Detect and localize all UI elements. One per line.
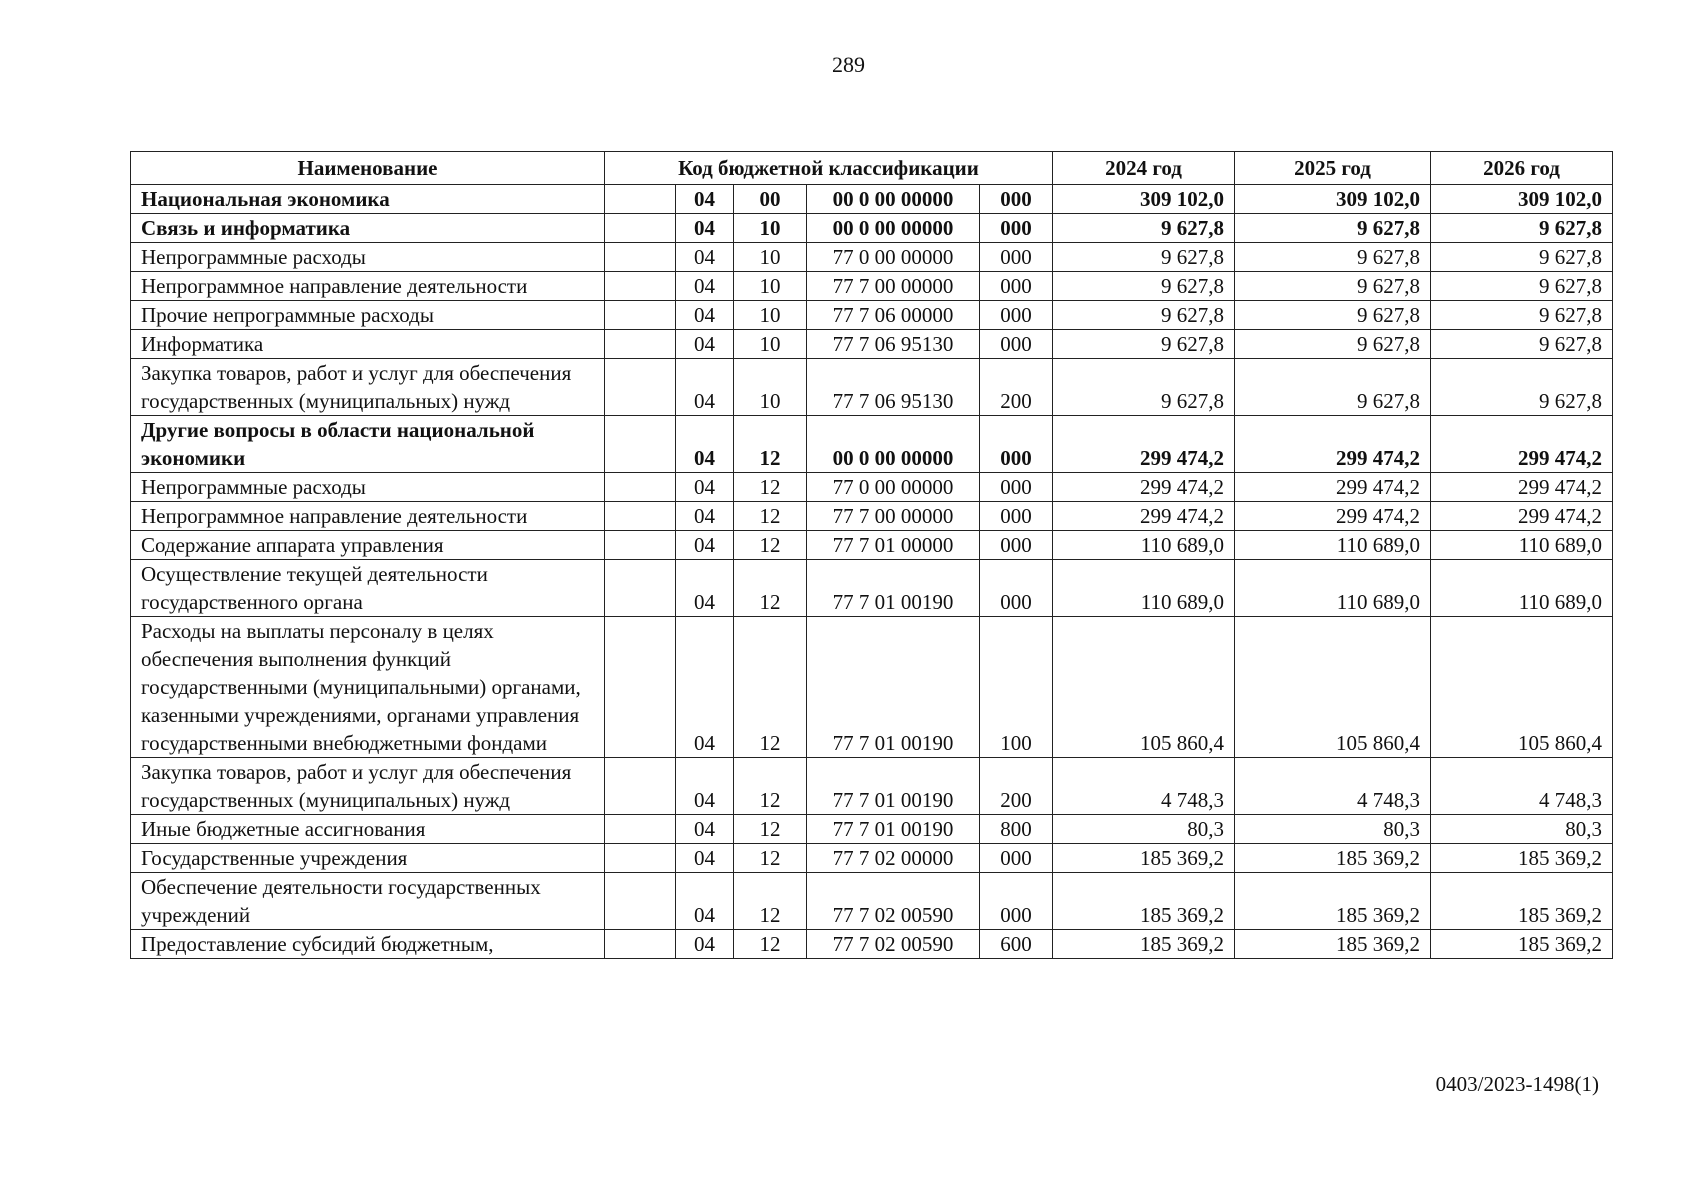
cell-amount-2026: 299 474,2 — [1431, 473, 1613, 502]
cell-target-article-code: 77 7 00 00000 — [807, 272, 980, 301]
table-row — [131, 416, 1613, 473]
cell-name: Непрограммное направление деятельности — [131, 272, 605, 301]
table-row — [131, 531, 1613, 560]
cell-amount-2026: 299 474,2 — [1431, 502, 1613, 531]
cell-amount-2026: 185 369,2 — [1431, 873, 1613, 930]
cell-subsection-code: 10 — [734, 272, 807, 301]
cell-amount-2025: 309 102,0 — [1235, 185, 1431, 214]
cell-amount-2026: 110 689,0 — [1431, 531, 1613, 560]
cell-name: Непрограммное направление деятельности — [131, 502, 605, 531]
cell-amount-2024: 4 748,3 — [1053, 758, 1235, 815]
table-row — [131, 502, 1613, 531]
cell-section-code: 04 — [676, 359, 734, 416]
cell-subsection-code: 12 — [734, 560, 807, 617]
cell-subsection-code: 12 — [734, 617, 807, 758]
cell-target-article-code: 77 7 06 00000 — [807, 301, 980, 330]
header-2026: 2026 год — [1431, 152, 1613, 185]
cell-name: Непрограммные расходы — [131, 243, 605, 272]
cell-target-article-code: 77 7 01 00000 — [807, 531, 980, 560]
cell-name: Иные бюджетные ассигнования — [131, 815, 605, 844]
table-row — [131, 930, 1613, 959]
cell-amount-2024: 80,3 — [1053, 815, 1235, 844]
cell-expense-type-code: 000 — [980, 531, 1053, 560]
cell-expense-type-code: 000 — [980, 502, 1053, 531]
cell-section-code: 04 — [676, 473, 734, 502]
cell-amount-2024: 185 369,2 — [1053, 930, 1235, 959]
table-body — [131, 185, 1613, 959]
header-name: Наименование — [131, 152, 605, 185]
cell-amount-2024: 299 474,2 — [1053, 502, 1235, 531]
cell-target-article-code: 77 7 06 95130 — [807, 359, 980, 416]
cell-amount-2026: 110 689,0 — [1431, 560, 1613, 617]
cell-name: Информатика — [131, 330, 605, 359]
cell-subsection-code: 12 — [734, 473, 807, 502]
cell-section-code: 04 — [676, 930, 734, 959]
cell-name: Расходы на выплаты персоналу в целях обеспечения выполнения функций государственными (муниципальными) органами, казенными учреждениями, органами управления государственными внебюджетными фондами — [131, 617, 605, 758]
cell-blank — [605, 844, 676, 873]
cell-section-code: 04 — [676, 185, 734, 214]
cell-amount-2025: 299 474,2 — [1235, 502, 1431, 531]
cell-target-article-code: 77 7 01 00190 — [807, 560, 980, 617]
cell-expense-type-code: 000 — [980, 301, 1053, 330]
cell-expense-type-code: 000 — [980, 844, 1053, 873]
cell-amount-2024: 9 627,8 — [1053, 243, 1235, 272]
cell-subsection-code: 10 — [734, 359, 807, 416]
cell-section-code: 04 — [676, 301, 734, 330]
cell-target-article-code: 77 7 02 00000 — [807, 844, 980, 873]
table-row — [131, 359, 1613, 416]
table-row — [131, 214, 1613, 243]
cell-target-article-code: 77 7 02 00590 — [807, 930, 980, 959]
cell-subsection-code: 12 — [734, 815, 807, 844]
cell-amount-2024: 9 627,8 — [1053, 330, 1235, 359]
cell-amount-2026: 4 748,3 — [1431, 758, 1613, 815]
cell-target-article-code: 77 7 06 95130 — [807, 330, 980, 359]
cell-blank — [605, 359, 676, 416]
cell-amount-2026: 9 627,8 — [1431, 330, 1613, 359]
table-row — [131, 758, 1613, 815]
cell-amount-2024: 299 474,2 — [1053, 416, 1235, 473]
cell-name: Связь и информатика — [131, 214, 605, 243]
cell-target-article-code: 77 7 00 00000 — [807, 502, 980, 531]
cell-amount-2024: 299 474,2 — [1053, 473, 1235, 502]
table-row — [131, 560, 1613, 617]
cell-expense-type-code: 000 — [980, 214, 1053, 243]
header-2025: 2025 год — [1235, 152, 1431, 185]
cell-amount-2025: 9 627,8 — [1235, 214, 1431, 243]
cell-target-article-code: 77 0 00 00000 — [807, 243, 980, 272]
table-row — [131, 301, 1613, 330]
cell-expense-type-code: 200 — [980, 758, 1053, 815]
cell-blank — [605, 185, 676, 214]
cell-expense-type-code: 000 — [980, 473, 1053, 502]
cell-expense-type-code: 000 — [980, 272, 1053, 301]
cell-blank — [605, 272, 676, 301]
cell-blank — [605, 531, 676, 560]
cell-amount-2026: 9 627,8 — [1431, 301, 1613, 330]
cell-blank — [605, 330, 676, 359]
cell-target-article-code: 77 0 00 00000 — [807, 473, 980, 502]
cell-amount-2026: 9 627,8 — [1431, 272, 1613, 301]
cell-expense-type-code: 600 — [980, 930, 1053, 959]
cell-section-code: 04 — [676, 502, 734, 531]
cell-amount-2026: 299 474,2 — [1431, 416, 1613, 473]
cell-name: Закупка товаров, работ и услуг для обеспечения государственных (муниципальных) нужд — [131, 359, 605, 416]
cell-expense-type-code: 000 — [980, 416, 1053, 473]
cell-amount-2025: 9 627,8 — [1235, 272, 1431, 301]
cell-target-article-code: 77 7 01 00190 — [807, 815, 980, 844]
cell-amount-2026: 80,3 — [1431, 815, 1613, 844]
cell-amount-2025: 80,3 — [1235, 815, 1431, 844]
cell-amount-2024: 185 369,2 — [1053, 844, 1235, 873]
cell-subsection-code: 12 — [734, 502, 807, 531]
cell-amount-2026: 185 369,2 — [1431, 844, 1613, 873]
cell-section-code: 04 — [676, 214, 734, 243]
cell-blank — [605, 214, 676, 243]
cell-expense-type-code: 800 — [980, 815, 1053, 844]
cell-amount-2024: 9 627,8 — [1053, 359, 1235, 416]
cell-amount-2025: 185 369,2 — [1235, 873, 1431, 930]
cell-amount-2025: 185 369,2 — [1235, 844, 1431, 873]
cell-target-article-code: 77 7 01 00190 — [807, 758, 980, 815]
cell-blank — [605, 758, 676, 815]
table-row — [131, 815, 1613, 844]
cell-section-code: 04 — [676, 416, 734, 473]
table-row — [131, 243, 1613, 272]
cell-subsection-code: 10 — [734, 214, 807, 243]
cell-amount-2025: 299 474,2 — [1235, 416, 1431, 473]
cell-amount-2024: 9 627,8 — [1053, 301, 1235, 330]
cell-blank — [605, 815, 676, 844]
cell-name: Содержание аппарата управления — [131, 531, 605, 560]
cell-amount-2024: 185 369,2 — [1053, 873, 1235, 930]
cell-subsection-code: 10 — [734, 301, 807, 330]
cell-amount-2025: 299 474,2 — [1235, 473, 1431, 502]
cell-section-code: 04 — [676, 844, 734, 873]
cell-target-article-code: 00 0 00 00000 — [807, 185, 980, 214]
cell-amount-2025: 9 627,8 — [1235, 301, 1431, 330]
cell-amount-2025: 9 627,8 — [1235, 359, 1431, 416]
cell-section-code: 04 — [676, 531, 734, 560]
cell-blank — [605, 617, 676, 758]
cell-subsection-code: 12 — [734, 930, 807, 959]
cell-blank — [605, 930, 676, 959]
cell-amount-2025: 110 689,0 — [1235, 560, 1431, 617]
cell-subsection-code: 00 — [734, 185, 807, 214]
cell-name: Обеспечение деятельности государственных учреждений — [131, 873, 605, 930]
table-row — [131, 185, 1613, 214]
cell-subsection-code: 12 — [734, 758, 807, 815]
cell-amount-2026: 9 627,8 — [1431, 243, 1613, 272]
cell-target-article-code: 77 7 01 00190 — [807, 617, 980, 758]
cell-amount-2024: 309 102,0 — [1053, 185, 1235, 214]
cell-target-article-code: 77 7 02 00590 — [807, 873, 980, 930]
header-2024: 2024 год — [1053, 152, 1235, 185]
cell-subsection-code: 12 — [734, 531, 807, 560]
cell-amount-2024: 110 689,0 — [1053, 560, 1235, 617]
cell-blank — [605, 301, 676, 330]
cell-section-code: 04 — [676, 272, 734, 301]
budget-table — [130, 151, 1613, 959]
cell-expense-type-code: 000 — [980, 560, 1053, 617]
cell-name: Закупка товаров, работ и услуг для обеспечения государственных (муниципальных) нужд — [131, 758, 605, 815]
cell-expense-type-code: 000 — [980, 243, 1053, 272]
cell-amount-2024: 9 627,8 — [1053, 272, 1235, 301]
cell-amount-2025: 9 627,8 — [1235, 243, 1431, 272]
cell-expense-type-code: 000 — [980, 873, 1053, 930]
cell-section-code: 04 — [676, 243, 734, 272]
table-row — [131, 844, 1613, 873]
cell-amount-2025: 185 369,2 — [1235, 930, 1431, 959]
table-row — [131, 617, 1613, 758]
table-header-row — [131, 152, 1613, 185]
cell-expense-type-code: 000 — [980, 185, 1053, 214]
cell-blank — [605, 473, 676, 502]
cell-amount-2025: 105 860,4 — [1235, 617, 1431, 758]
cell-section-code: 04 — [676, 758, 734, 815]
cell-section-code: 04 — [676, 560, 734, 617]
cell-blank — [605, 502, 676, 531]
cell-amount-2024: 110 689,0 — [1053, 531, 1235, 560]
cell-amount-2026: 105 860,4 — [1431, 617, 1613, 758]
cell-blank — [605, 560, 676, 617]
cell-subsection-code: 12 — [734, 844, 807, 873]
page-number: 289 — [832, 52, 865, 77]
cell-blank — [605, 416, 676, 473]
table-row — [131, 330, 1613, 359]
cell-amount-2026: 185 369,2 — [1431, 930, 1613, 959]
cell-section-code: 04 — [676, 873, 734, 930]
document-code: 0403/2023-1498(1) — [1435, 1072, 1599, 1096]
cell-name: Национальная экономика — [131, 185, 605, 214]
cell-expense-type-code: 100 — [980, 617, 1053, 758]
cell-amount-2024: 105 860,4 — [1053, 617, 1235, 758]
cell-name: Осуществление текущей деятельности государственного органа — [131, 560, 605, 617]
cell-subsection-code: 10 — [734, 330, 807, 359]
cell-target-article-code: 00 0 00 00000 — [807, 214, 980, 243]
cell-amount-2025: 4 748,3 — [1235, 758, 1431, 815]
cell-blank — [605, 243, 676, 272]
cell-section-code: 04 — [676, 617, 734, 758]
cell-subsection-code: 12 — [734, 416, 807, 473]
cell-name: Прочие непрограммные расходы — [131, 301, 605, 330]
cell-amount-2026: 9 627,8 — [1431, 359, 1613, 416]
cell-section-code: 04 — [676, 330, 734, 359]
cell-name: Непрограммные расходы — [131, 473, 605, 502]
cell-name: Государственные учреждения — [131, 844, 605, 873]
cell-subsection-code: 10 — [734, 243, 807, 272]
header-code: Код бюджетной классификации — [605, 152, 1053, 185]
cell-amount-2024: 9 627,8 — [1053, 214, 1235, 243]
cell-subsection-code: 12 — [734, 873, 807, 930]
cell-target-article-code: 00 0 00 00000 — [807, 416, 980, 473]
table-row — [131, 473, 1613, 502]
table-row — [131, 873, 1613, 930]
table-row — [131, 272, 1613, 301]
cell-blank — [605, 873, 676, 930]
cell-amount-2025: 110 689,0 — [1235, 531, 1431, 560]
cell-section-code: 04 — [676, 815, 734, 844]
cell-amount-2026: 9 627,8 — [1431, 214, 1613, 243]
cell-expense-type-code: 200 — [980, 359, 1053, 416]
cell-amount-2025: 9 627,8 — [1235, 330, 1431, 359]
cell-amount-2026: 309 102,0 — [1431, 185, 1613, 214]
cell-name: Другие вопросы в области национальной экономики — [131, 416, 605, 473]
cell-name: Предоставление субсидий бюджетным, — [131, 930, 605, 959]
cell-expense-type-code: 000 — [980, 330, 1053, 359]
